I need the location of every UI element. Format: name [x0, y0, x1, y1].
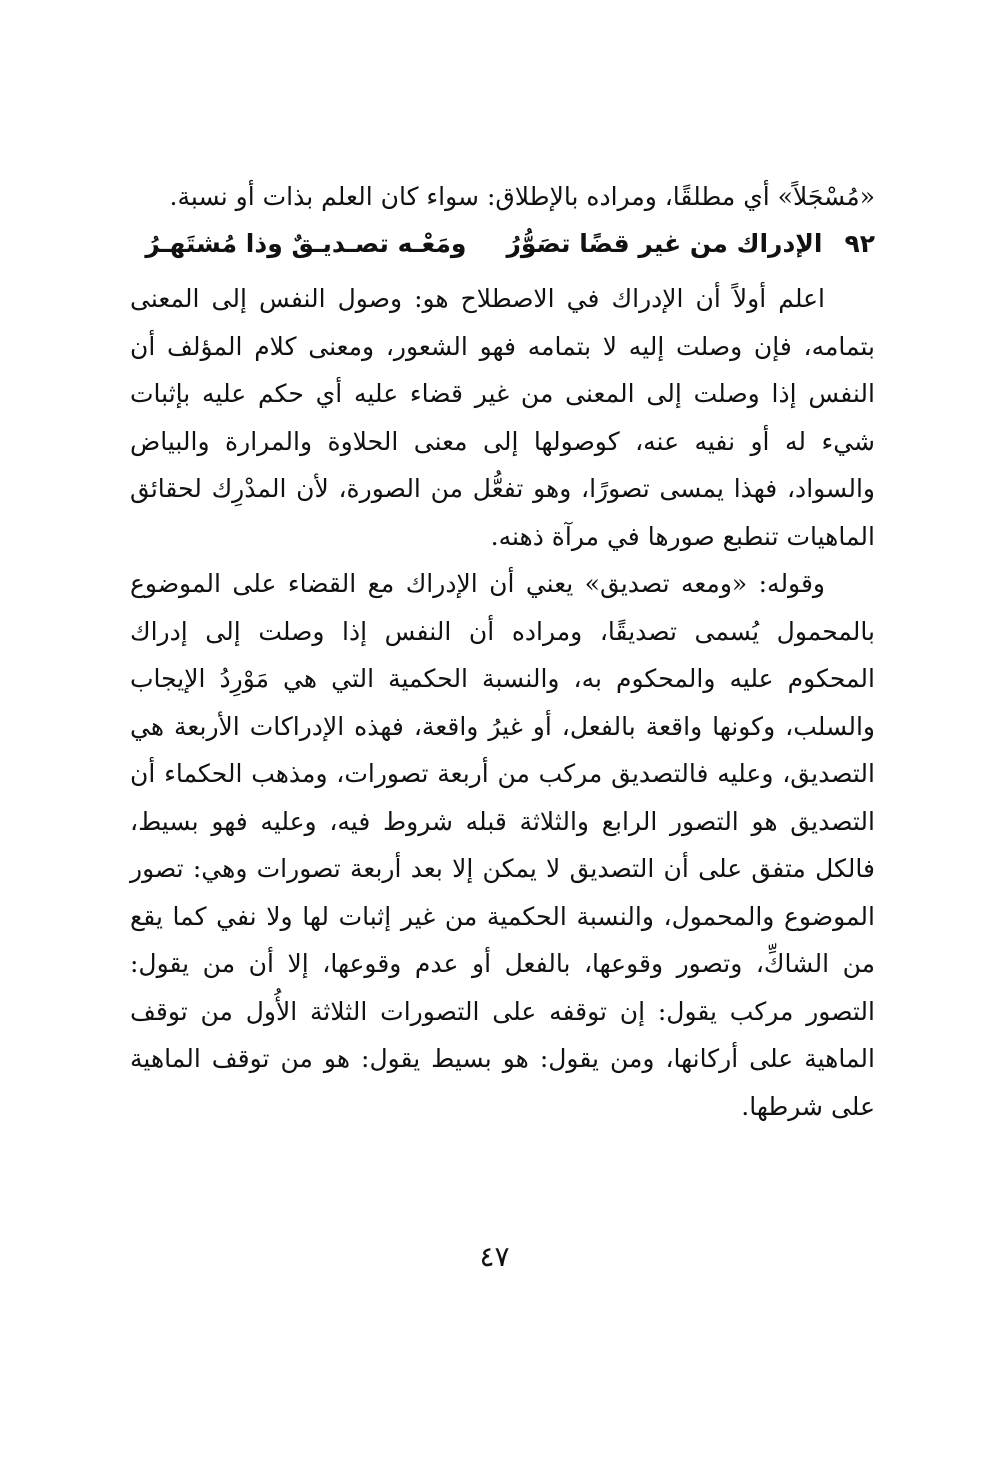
paragraph-2: وقوله: «ومعه تصديق» يعني أن الإدراك مع القضاء على الموضوع بالمحمول يُسمى تصديقًا، ومراده أن النفس إذا وصلت إلى إدراك المحكوم عليه والمحكوم به، والنسبة الحكمية التي هي مَوْرِدُ الإيجاب والسلب، وكونها واقعة بالفعل، أو غيرُ واقعة، فهذه الإدراكات الأربعة هي التصديق، وعليه فالتصديق مركب من أربعة تصورات، ومذهب الحكماء أن التصديق هو التصور الرابع والثلاثة قبله شروط فيه، وعليه فهو بسيط، فالكل متفق على أن التصديق لا يمكن إلا بعد أربعة تصورات وهي: تصور الموضوع والمحمول، والنسبة الحكمية من غير إثبات لها ولا نفي كما يقع من الشاكِّ، وتصور وقوعها، بالفعل أو عدم وقوعها، إلا أن من يقول: التصور مركب يقول: إن توقفه على التصورات الثلاثة الأُول من توقف الماهية على أركانها، ومن يقول: هو بسيط يقول: هو من توقف الماهية على شرطها. [130, 569, 875, 1121]
verse-number: ٩٢ [844, 229, 875, 258]
intro-line: «مُسْجَلاً» أي مطلقًا، ومراده بالإطلاق: سواء كان العلم بذات أو نسبة. [169, 182, 875, 211]
verse-line [130, 221, 875, 267]
page-body [130, 175, 875, 1130]
verse-first-hemistich: الإدراك من غير قضًا تصَوُّرُ [506, 229, 823, 258]
verse-second-hemistich: ومَعْـه تصـديـقٌ وذا مُشتَهـرُ [145, 229, 467, 258]
paragraph-1: اعلم أولاً أن الإدراك في الاصطلاح هو: وصول النفس إلى المعنى بتمامه، فإن وصلت إليه لا بتمامه فهو الشعور، ومعنى كلام المؤلف أن النفس إذا وصلت إلى المعنى من غير قضاء عليه أي حكم عليه بإثبات شيء له أو نفيه عنه، كوصولها إلى معنى الحلاوة والمرارة والبياض والسواد، فهذا يمسى تصورًا، وهو تفعُّل من الصورة، لأن المدْرِك لحقائق الماهيات تنطبع صورها في مرآة ذهنه. [130, 284, 875, 551]
page-number: ٤٧ [479, 1240, 510, 1273]
